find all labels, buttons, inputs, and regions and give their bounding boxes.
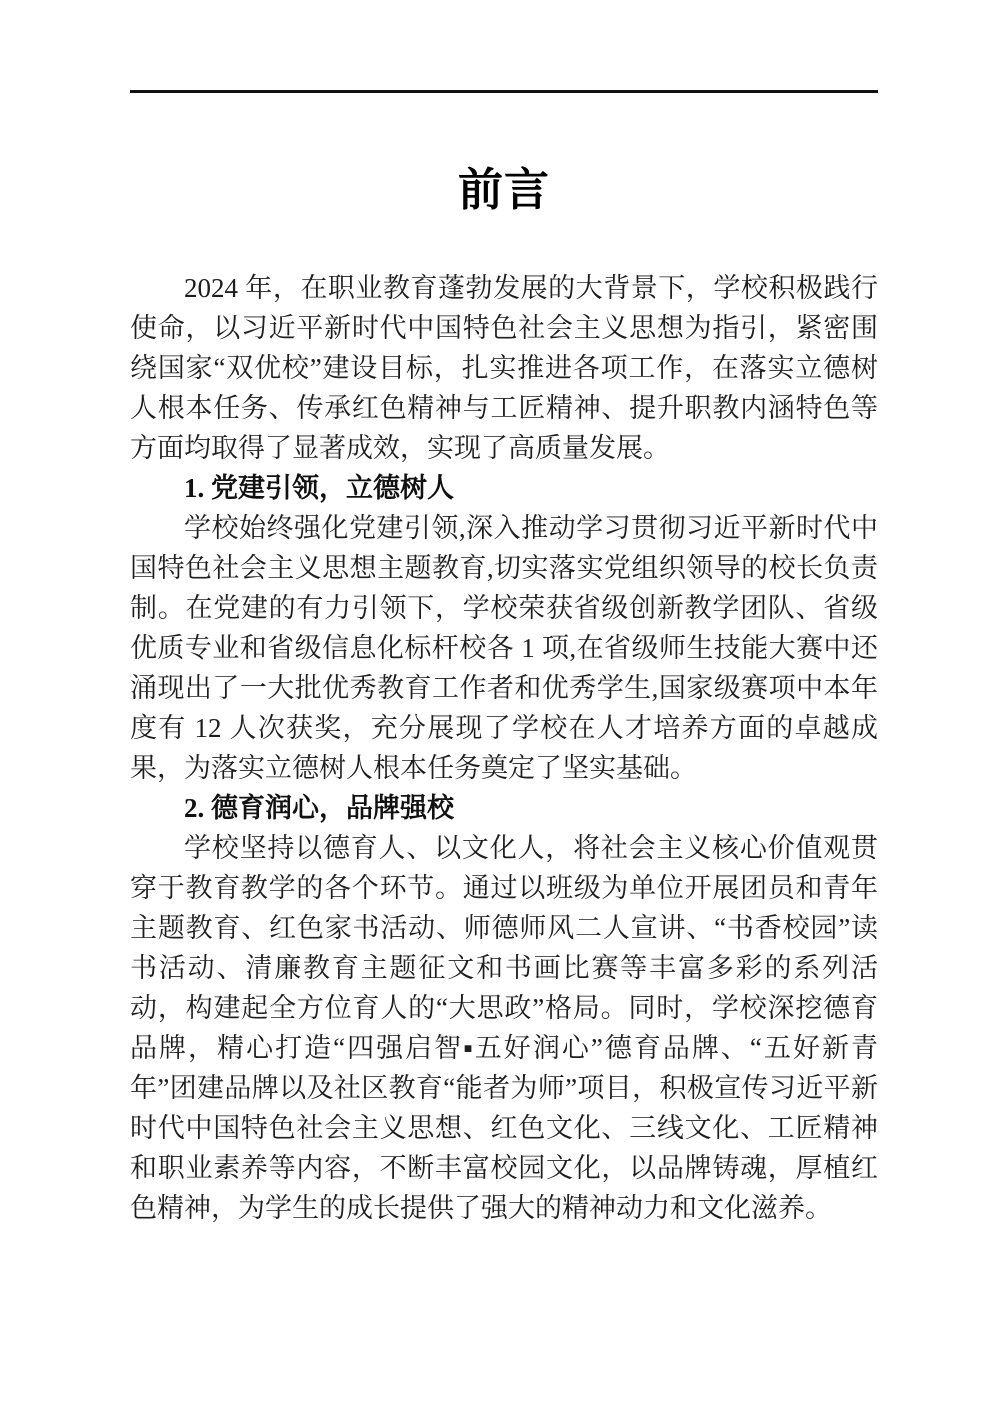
section-heading-2: 2. 德育润心，品牌强校 [184, 793, 454, 823]
paragraph-section-1: 学校始终强化党建引领,深入推动学习贯彻习近平新时代中国特色社会主义思想主题教育,切实落实党组织领导的校长负责制。在党建的有力引领下，学校荣获省级创新教学团队、省级优质专业和省级信息化标杆校各 1 项,在省级师生技能大赛中还涌现出了一大批优秀教育工作者和优秀学生,国家级赛项中本年度有 12 人次获奖，充分展现了学校在人才培养方面的卓越成果，为落实立德树人根本任务奠定了坚实基础。 [130, 513, 878, 783]
header-divider-line [130, 90, 878, 93]
document-body [130, 268, 878, 1228]
paragraph-section-2: 学校坚持以德育人、以文化人，将社会主义核心价值观贯穿于教育教学的各个环节。通过以班级为单位开展团员和青年主题教育、红色家书活动、师德师风二人宣讲、“书香校园”读书活动、清廉教育主题征文和书画比赛等丰富多彩的系列活动，构建起全方位育人的“大思政”格局。同时，学校深挖德育品牌，精心打造“四强启智▪五好润心”德育品牌、“五好新青年”团建品牌以及社区教育“能者为师”项目，积极宣传习近平新时代中国特色社会主义思想、红色文化、三线文化、工匠精神和职业素养等内容，不断丰富校园文化，以品牌铸魂，厚植红色精神，为学生的成长提供了强大的精神动力和文化滋养。 [130, 833, 878, 1223]
page-title: 前言 [457, 164, 550, 215]
paragraph-intro: 2024 年，在职业教育蓬勃发展的大背景下，学校积极践行使命，以习近平新时代中国特色社会主义思想为指引，紧密围绕国家“双优校”建设目标，扎实推进各项工作，在落实立德树人根本任务、传承红色精神与工匠精神、提升职教内涵特色等方面均取得了显著成效，实现了高质量发展。 [130, 273, 878, 463]
section-heading-1: 1. 党建引领，立德树人 [184, 473, 454, 503]
